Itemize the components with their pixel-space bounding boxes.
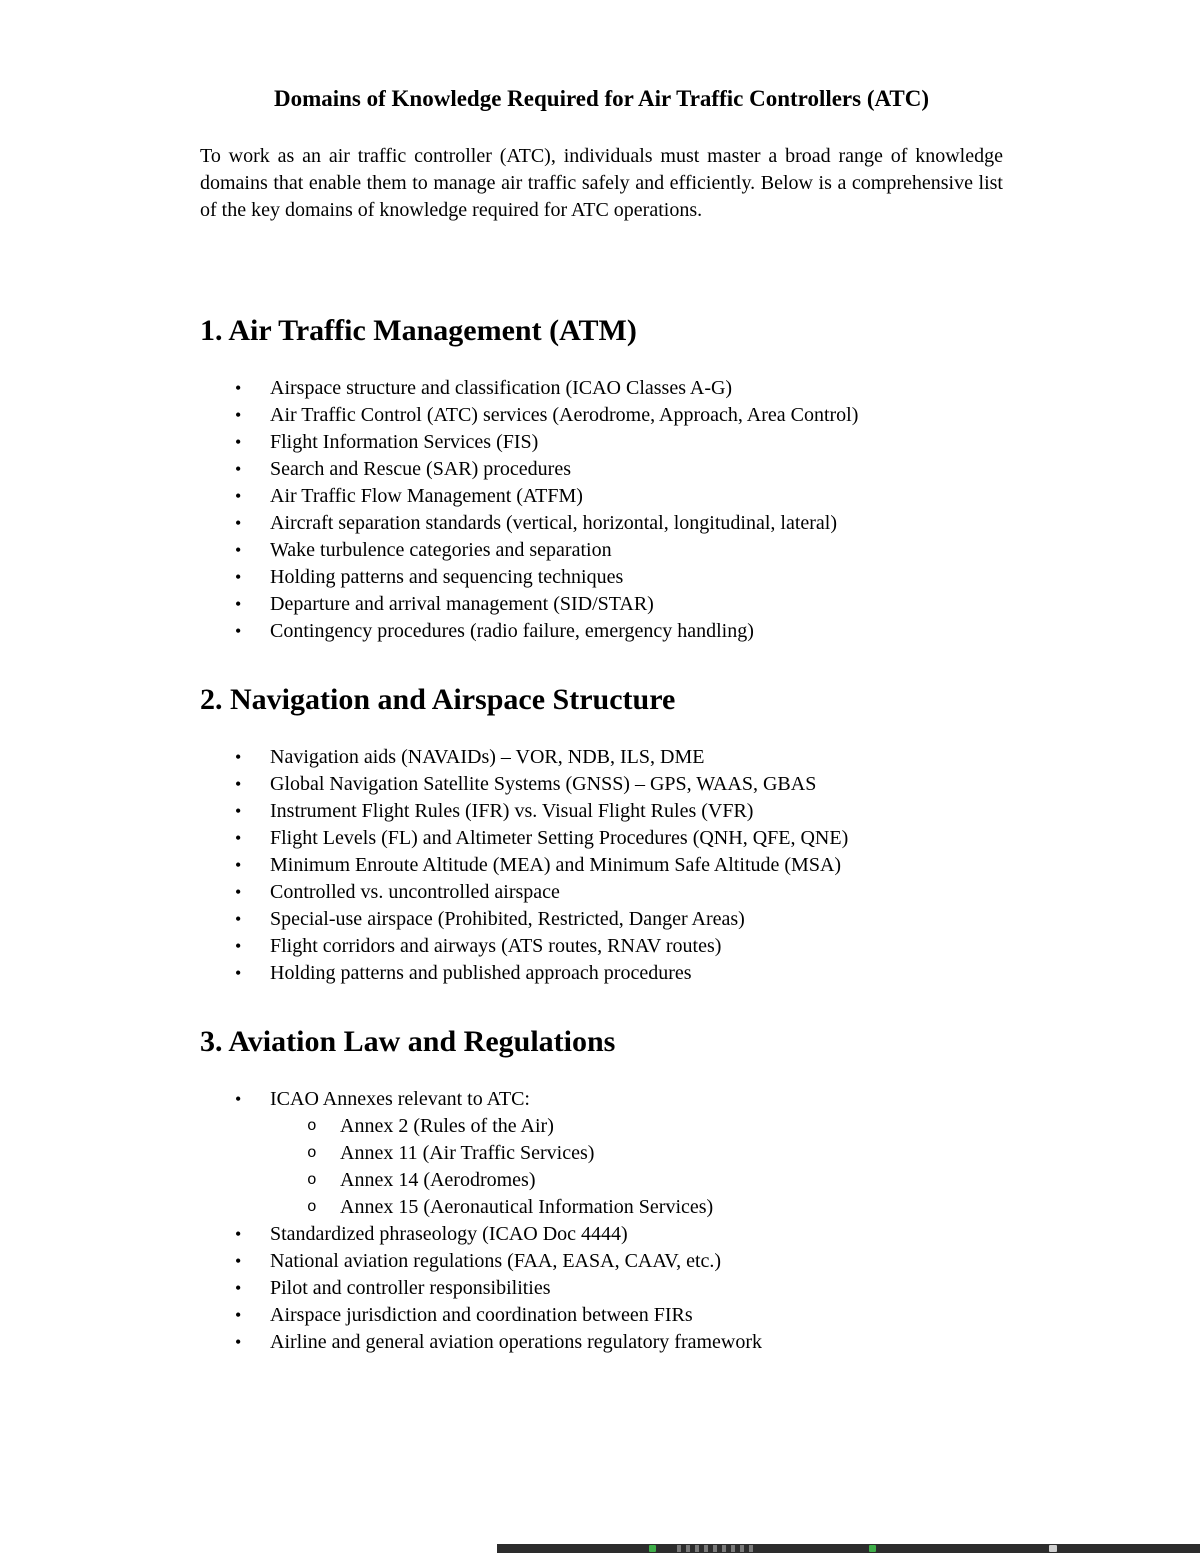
sub-bullet-marker-icon: o xyxy=(307,1198,317,1216)
bullet-body xyxy=(270,483,1003,510)
bullet-text: Air Traffic Flow Management (ATFM) xyxy=(270,485,583,507)
bullet-text: Air Traffic Control (ATC) services (Aerodrome, Approach, Area Control) xyxy=(270,404,859,426)
bullet-item xyxy=(235,960,1003,987)
bullet-text: Flight corridors and airways (ATS routes, RNAV routes) xyxy=(270,935,722,957)
bullet-marker-icon: • xyxy=(235,747,242,767)
bullet-marker-icon: • xyxy=(235,405,242,425)
bullet-marker-icon: • xyxy=(235,621,242,641)
bullet-item xyxy=(235,879,1003,906)
bullet-item xyxy=(235,825,1003,852)
bullet-marker-icon: • xyxy=(235,963,242,983)
bullet-item xyxy=(235,852,1003,879)
app-icon-light[interactable] xyxy=(1049,1545,1057,1552)
bullet-marker-icon: • xyxy=(235,1224,242,1244)
bullet-text: Special-use airspace (Prohibited, Restricted, Danger Areas) xyxy=(270,908,745,930)
bullet-marker-icon: • xyxy=(235,594,242,614)
bullet-text: Holding patterns and sequencing techniques xyxy=(270,566,624,588)
bullet-item xyxy=(235,456,1003,483)
document-title: Domains of Knowledge Required for Air Traffic Controllers (ATC) xyxy=(273,86,930,111)
bullet-item xyxy=(235,618,1003,645)
bullet-text: Minimum Enroute Altitude (MEA) and Minimum Safe Altitude (MSA) xyxy=(270,854,842,876)
bullet-marker-icon: • xyxy=(235,936,242,956)
bullet-text: Navigation aids (NAVAIDs) – VOR, NDB, ILS, DME xyxy=(270,746,705,768)
bullet-marker-icon: • xyxy=(235,378,242,398)
bullet-body xyxy=(270,1275,1003,1302)
sub-bullet-marker-icon: o xyxy=(307,1117,317,1135)
bullet-body xyxy=(270,879,1003,906)
bullet-body xyxy=(270,798,1003,825)
bullet-item xyxy=(235,1248,1003,1275)
bullet-item xyxy=(235,1329,1003,1356)
bullet-item xyxy=(235,591,1003,618)
bullet-list xyxy=(200,1086,1003,1356)
bullet-item xyxy=(235,537,1003,564)
bullet-item xyxy=(235,1302,1003,1329)
bullet-text: Standardized phraseology (ICAO Doc 4444) xyxy=(270,1223,628,1245)
document-section xyxy=(200,1023,1003,1356)
bullet-item xyxy=(235,1221,1003,1248)
bullet-item xyxy=(235,798,1003,825)
section-heading: 3. Aviation Law and Regulations xyxy=(200,1025,616,1058)
bullet-item xyxy=(235,375,1003,402)
intro-paragraph: To work as an air traffic controller (ATC), individuals must master a broad range of knowledge domains that enable them to manage air traffic safely and efficiently. Below is a comprehensive list of the key domains of knowledge required for ATC operations. xyxy=(200,145,1003,221)
bullet-body xyxy=(270,375,1003,402)
document-section xyxy=(200,681,1003,987)
section-heading: 1. Air Traffic Management (ATM) xyxy=(200,314,637,347)
bullet-text: Airspace jurisdiction and coordination between FIRs xyxy=(270,1304,693,1326)
bullet-body xyxy=(270,1086,1003,1221)
taskbar-text-marks xyxy=(677,1545,757,1552)
bullet-marker-icon: • xyxy=(235,855,242,875)
bullet-marker-icon: • xyxy=(235,1332,242,1352)
sub-bullet-item xyxy=(307,1194,1003,1221)
bullet-text: Contingency procedures (radio failure, emergency handling) xyxy=(270,620,754,642)
bullet-body xyxy=(270,402,1003,429)
bullet-list xyxy=(200,375,1003,645)
bullet-text: Global Navigation Satellite Systems (GNSS) – GPS, WAAS, GBAS xyxy=(270,773,817,795)
document-section xyxy=(200,312,1003,645)
sub-bullet-text: Annex 11 (Air Traffic Services) xyxy=(340,1142,595,1164)
bullet-item xyxy=(235,1275,1003,1302)
taskbar-strip[interactable] xyxy=(497,1544,1200,1553)
bullet-marker-icon: • xyxy=(235,540,242,560)
bullet-text: Aircraft separation standards (vertical, horizontal, longitudinal, lateral) xyxy=(270,512,838,534)
app-icon-green-2[interactable] xyxy=(869,1545,876,1552)
bullet-text: ICAO Annexes relevant to ATC: xyxy=(270,1088,530,1110)
sub-bullet-list xyxy=(270,1113,1003,1221)
section-heading: 2. Navigation and Airspace Structure xyxy=(200,683,676,716)
bullet-marker-icon: • xyxy=(235,909,242,929)
bullet-body xyxy=(270,1329,1003,1356)
sub-bullet-marker-icon: o xyxy=(307,1171,317,1189)
bullet-body xyxy=(270,960,1003,987)
bullet-text: Instrument Flight Rules (IFR) vs. Visual Flight Rules (VFR) xyxy=(270,800,754,822)
sub-bullet-item xyxy=(307,1167,1003,1194)
bullet-marker-icon: • xyxy=(235,459,242,479)
bullet-item xyxy=(235,1086,1003,1221)
sub-bullet-text: Annex 15 (Aeronautical Information Services) xyxy=(340,1196,714,1218)
bullet-text: Controlled vs. uncontrolled airspace xyxy=(270,881,560,903)
sub-bullet-text: Annex 14 (Aerodromes) xyxy=(340,1169,536,1191)
bullet-body xyxy=(270,744,1003,771)
bullet-body xyxy=(270,825,1003,852)
bullet-body xyxy=(270,618,1003,645)
bullet-item xyxy=(235,906,1003,933)
bullet-item xyxy=(235,564,1003,591)
bullet-item xyxy=(235,429,1003,456)
bullet-body xyxy=(270,510,1003,537)
bullet-text: Airline and general aviation operations regulatory framework xyxy=(270,1331,763,1353)
bullet-text: National aviation regulations (FAA, EASA, CAAV, etc.) xyxy=(270,1250,722,1272)
bullet-text: Holding patterns and published approach procedures xyxy=(270,962,692,984)
bullet-marker-icon: • xyxy=(235,1089,242,1109)
bullet-text: Departure and arrival management (SID/STAR) xyxy=(270,593,654,615)
bullet-item xyxy=(235,402,1003,429)
bullet-item xyxy=(235,483,1003,510)
bullet-body xyxy=(270,852,1003,879)
bullet-body xyxy=(270,1248,1003,1275)
bullet-marker-icon: • xyxy=(235,882,242,902)
bullet-body xyxy=(270,564,1003,591)
bullet-text: Flight Levels (FL) and Altimeter Setting Procedures (QNH, QFE, QNE) xyxy=(270,827,849,849)
bullet-marker-icon: • xyxy=(235,801,242,821)
bullet-item xyxy=(235,744,1003,771)
bullet-marker-icon: • xyxy=(235,567,242,587)
bullet-marker-icon: • xyxy=(235,513,242,533)
bullet-item xyxy=(235,933,1003,960)
bullet-list xyxy=(200,744,1003,987)
app-icon-green[interactable] xyxy=(649,1545,656,1552)
bullet-text: Pilot and controller responsibilities xyxy=(270,1277,551,1299)
bullet-marker-icon: • xyxy=(235,486,242,506)
bullet-marker-icon: • xyxy=(235,432,242,452)
bullet-body xyxy=(270,591,1003,618)
sub-bullet-text: Annex 2 (Rules of the Air) xyxy=(340,1115,554,1137)
bullet-item xyxy=(235,510,1003,537)
bullet-text: Search and Rescue (SAR) procedures xyxy=(270,458,572,480)
bullet-text: Wake turbulence categories and separation xyxy=(270,539,612,561)
bullet-marker-icon: • xyxy=(235,828,242,848)
bullet-marker-icon: • xyxy=(235,1278,242,1298)
bullet-marker-icon: • xyxy=(235,1251,242,1271)
bullet-body xyxy=(270,933,1003,960)
bullet-marker-icon: • xyxy=(235,774,242,794)
sub-bullet-item xyxy=(307,1113,1003,1140)
bullet-text: Flight Information Services (FIS) xyxy=(270,431,539,453)
sub-bullet-marker-icon: o xyxy=(307,1144,317,1162)
sections-container xyxy=(200,312,1003,1356)
bullet-body xyxy=(270,1302,1003,1329)
bullet-body xyxy=(270,1221,1003,1248)
bullet-marker-icon: • xyxy=(235,1305,242,1325)
bullet-body xyxy=(270,771,1003,798)
bullet-body xyxy=(270,429,1003,456)
bullet-body xyxy=(270,906,1003,933)
sub-bullet-item xyxy=(307,1140,1003,1167)
bullet-body xyxy=(270,456,1003,483)
bullet-item xyxy=(235,771,1003,798)
bullet-body xyxy=(270,537,1003,564)
bullet-text: Airspace structure and classification (ICAO Classes A-G) xyxy=(270,377,733,399)
